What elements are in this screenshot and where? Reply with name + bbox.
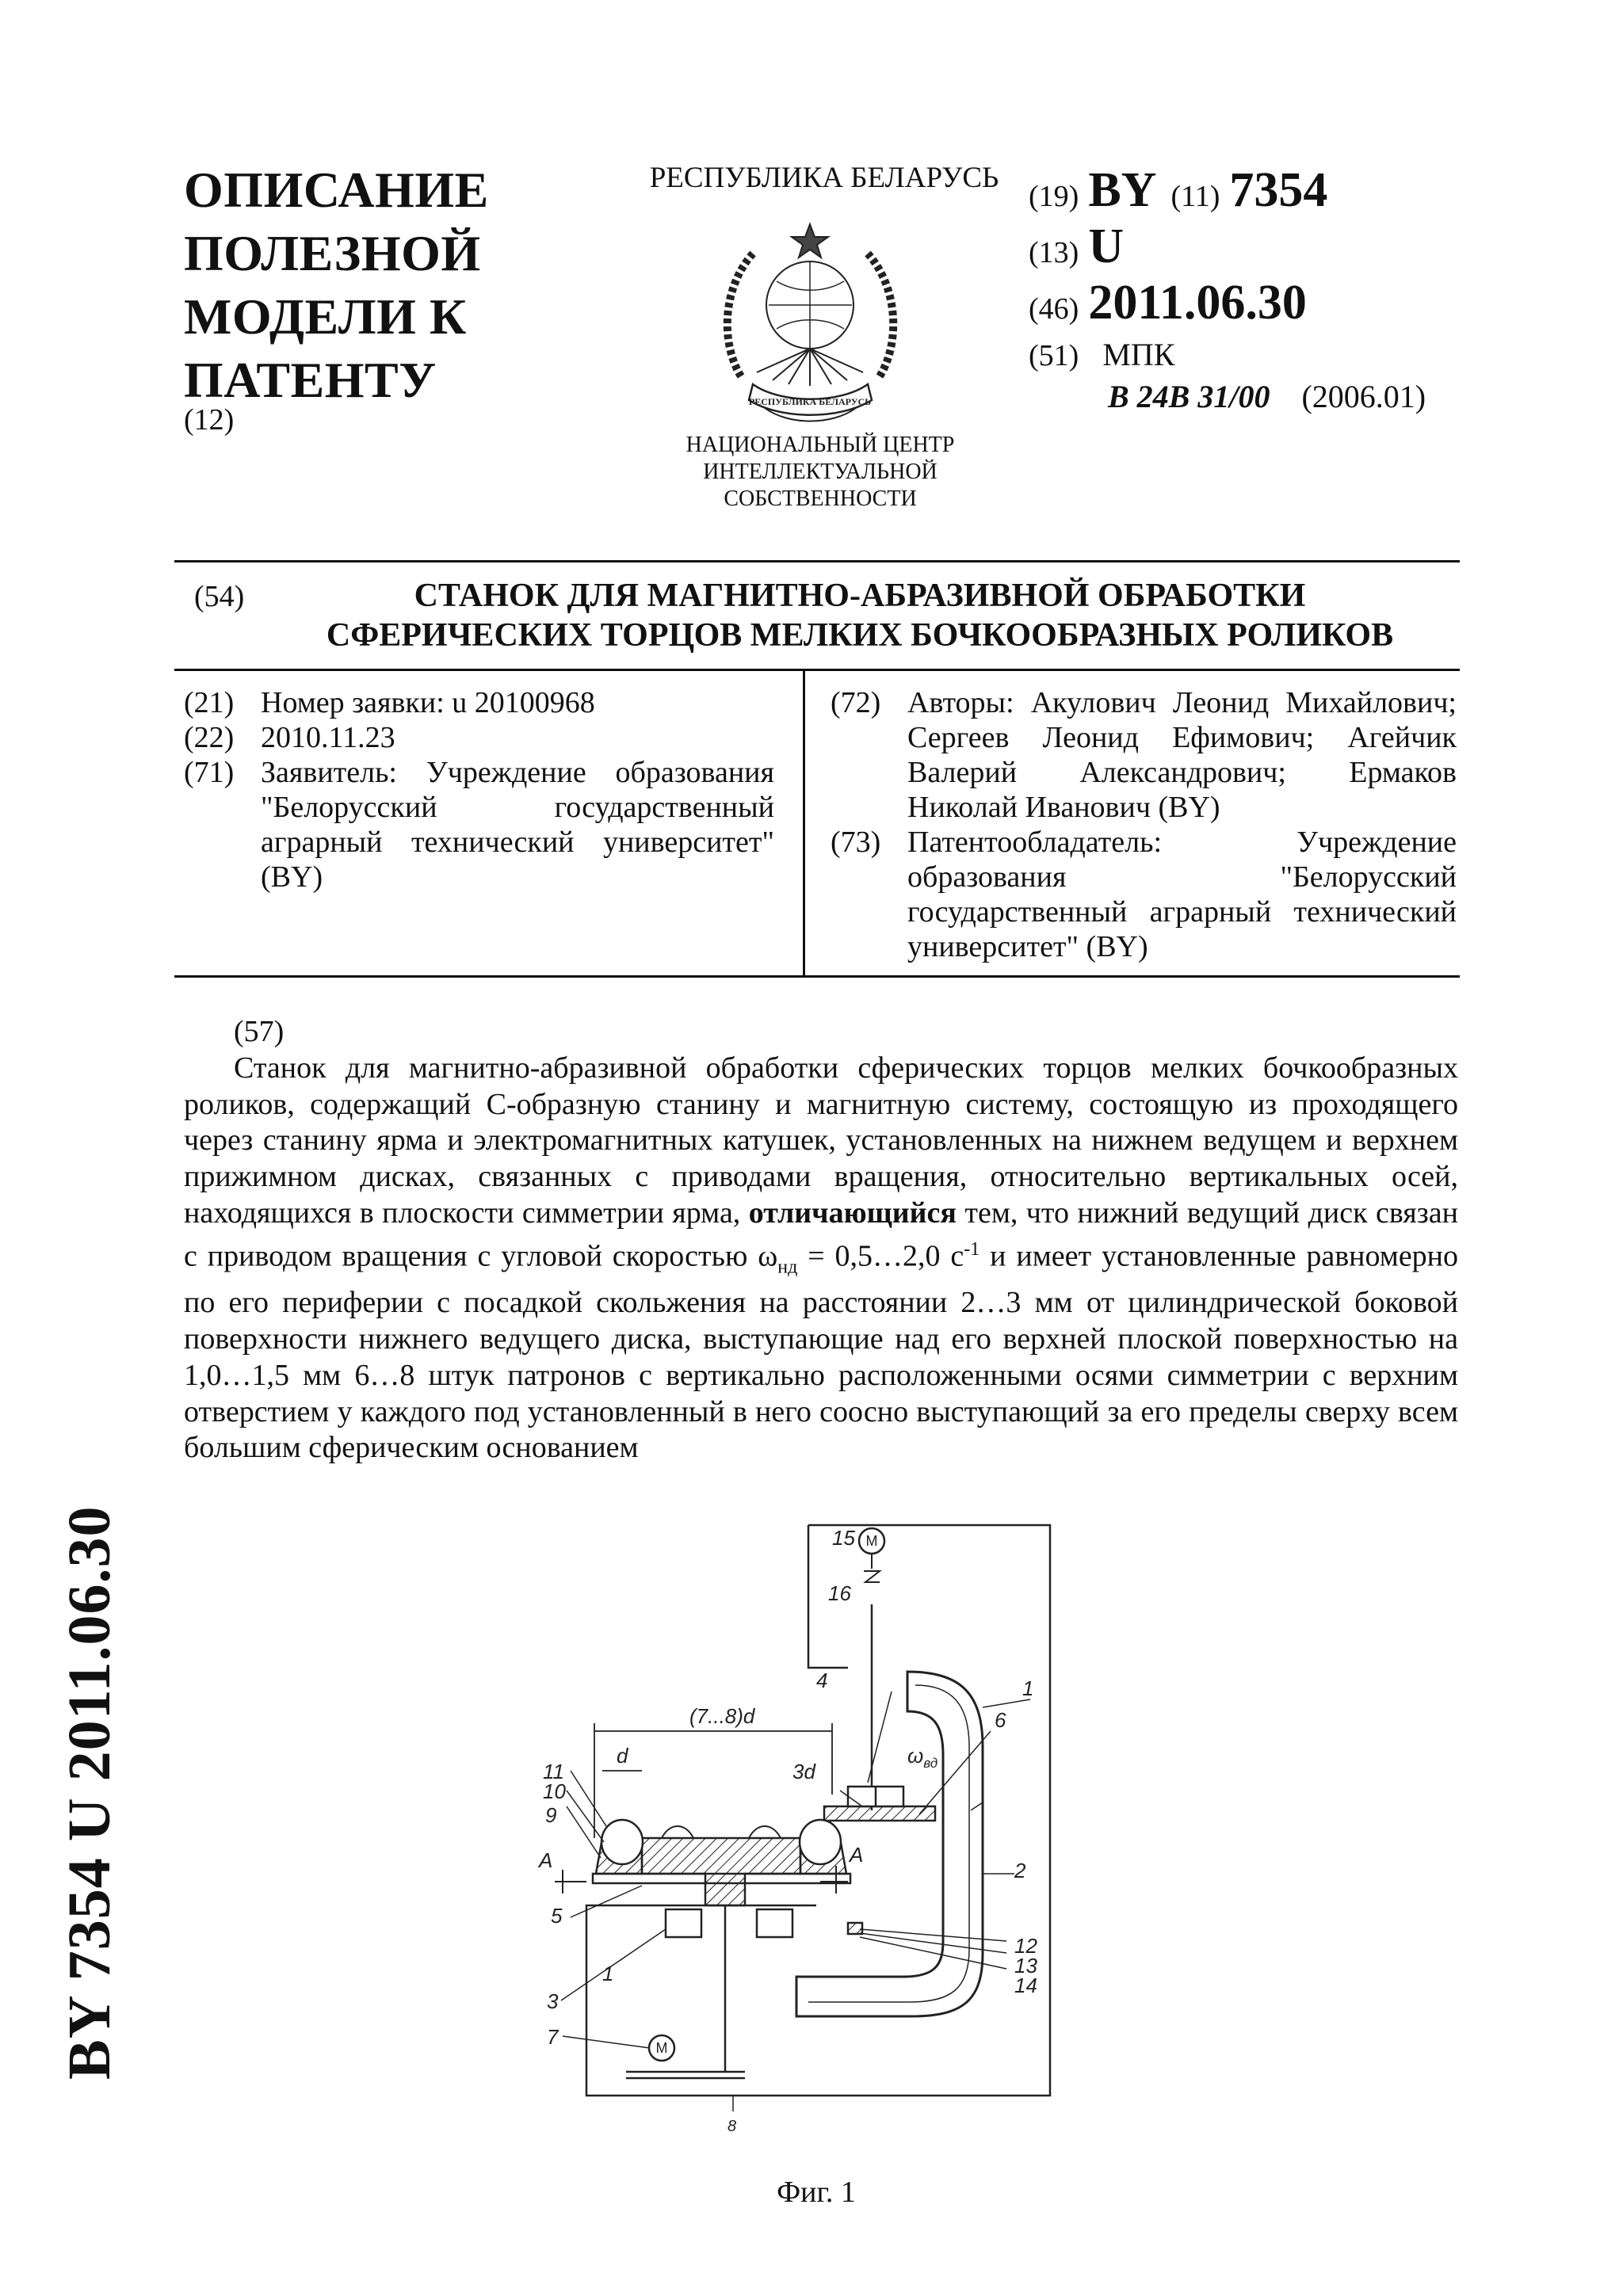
title-line-2: ПОЛЕЗНОЙ — [184, 225, 481, 281]
row-ipc-class — [1029, 378, 1472, 415]
wreath-right — [868, 254, 893, 376]
application-number: Номер заявки: u 20100968 — [261, 686, 595, 719]
title-line-3: МОДЕЛИ К — [184, 288, 467, 345]
leader-lines-right — [840, 1691, 1030, 1969]
field-71 — [184, 755, 774, 894]
filing-date: 2010.11.23 — [261, 721, 395, 754]
right-biblio-column — [831, 685, 1457, 964]
abstract-bold-term: отличающийся — [748, 1196, 957, 1230]
label-6: 6 — [995, 1708, 1006, 1732]
invention-title-line-1: СТАНОК ДЛЯ МАГНИТНО-АБРАЗИВНОЙ ОБРАБОТКИ — [414, 578, 1306, 614]
rule-mid — [174, 669, 1460, 671]
code-12: (12) — [184, 403, 235, 437]
side-document-label: BY 7354 U 2011.06.30 — [56, 1505, 123, 2080]
leader-lines-left — [561, 1771, 666, 2048]
state-emblem — [709, 218, 911, 432]
abstract-part-2: тем, что нижний ведущий диск связан с приводом вращения с угловой скоростью ω — [184, 1196, 1458, 1273]
motor-15-letter: M — [865, 1533, 878, 1549]
emblem-star — [792, 224, 828, 257]
code-46: (46) — [1029, 292, 1079, 326]
row-pub-date — [1029, 275, 1472, 331]
code-19: (19) — [1029, 180, 1079, 213]
patent-owner: Патентообладатель: Учреждение образования "Белорусский государственный аграрный технический университет" (BY) — [907, 826, 1457, 963]
center-name-line-2: ИНТЕЛЛЕКТУАЛЬНОЙ — [703, 460, 938, 484]
invention-title-line-2: СФЕРИЧЕСКИХ ТОРЦОВ МЕЛКИХ БОЧКООБРАЗНЫХ РОЛИКОВ — [326, 617, 1394, 654]
lower-coil-right — [757, 1909, 792, 1937]
label-15: 15 — [832, 1526, 855, 1550]
label-dim-d: d — [617, 1744, 628, 1768]
field-73 — [831, 825, 1457, 964]
row-ipc — [1029, 336, 1472, 373]
label-dim-3d: 3d — [792, 1760, 815, 1783]
document-title — [184, 158, 548, 412]
sensor — [848, 1923, 862, 1934]
country-code: BY — [1088, 163, 1157, 217]
authors: Авторы: Акулович Леонид Михайлович; Сергеев Леонид Ефимович; Агейчик Валерий Александрович; Ермаков Николай Иванович (BY) — [907, 686, 1457, 824]
code-73: (73) — [831, 826, 881, 859]
patent-number: 7354 — [1229, 163, 1328, 217]
abstract-part-1: Станок для магнитно-абразивной обработки сферических торцов мелких бочкообразных роликов, содержащий С-образную станину и магнитную систему, состоящую из проходящего через станину ярма и электромагнитных катушек, установленных на нижнем ведущем и верхнем прижимном дисках, связанных с приводами вращения, относительно вертикальных осей, находящихся в плоскости симметрии ярма, — [184, 1051, 1458, 1230]
ipc-version: (2006.01) — [1301, 379, 1426, 414]
label-3: 3 — [547, 1989, 559, 2013]
code-13: (13) — [1029, 236, 1079, 269]
abstract-text — [184, 1051, 1458, 1466]
center-name-line-1: НАЦИОНАЛЬНЫЙ ЦЕНТР — [685, 433, 955, 457]
applicant: Заявитель: Учреждение образования "Белорусский государственный аграрный технический университет" (BY) — [261, 756, 774, 894]
label-4: 4 — [816, 1669, 828, 1692]
label-10: 10 — [543, 1779, 566, 1803]
publication-date: 2011.06.30 — [1088, 276, 1307, 330]
label-16: 16 — [828, 1581, 851, 1605]
unit-superscript: -1 — [964, 1238, 980, 1260]
kind-code: U — [1088, 219, 1125, 273]
label-5: 5 — [551, 1904, 563, 1928]
code-57: (57) — [234, 1015, 285, 1048]
row-country-number — [1029, 162, 1472, 219]
code-54: (54) — [194, 580, 245, 613]
label-1-top: 1 — [1022, 1676, 1034, 1700]
rule-bottom — [174, 975, 1460, 978]
code-51: (51) — [1029, 339, 1079, 372]
republic-name: РЕСПУБЛИКА БЕЛАРУСЬ — [649, 162, 999, 194]
omega-subscript: нд — [777, 1256, 798, 1277]
roller-left — [601, 1820, 643, 1864]
field-22 — [184, 720, 774, 755]
rule-top — [174, 560, 1460, 563]
title-line-4: ПАТЕНТУ — [184, 352, 437, 408]
label-7: 7 — [547, 2025, 559, 2049]
label-9: 9 — [545, 1803, 557, 1827]
code-22: (22) — [184, 721, 235, 754]
national-center-name — [634, 432, 1006, 513]
belt-drive — [626, 2072, 745, 2078]
label-12: 12 — [1014, 1934, 1037, 1958]
label-section-a-left: A — [539, 1848, 553, 1872]
lower-coil-left — [666, 1909, 701, 1937]
invention-title — [262, 576, 1458, 655]
ipc-class: B 24B 31/00 — [1108, 379, 1270, 414]
roller-right — [800, 1820, 841, 1864]
bibliographic-data — [1029, 162, 1472, 415]
label-1-bottom: 1 — [602, 1962, 614, 1985]
label-14: 14 — [1014, 1974, 1037, 1997]
title-line-1: ОПИСАНИЕ — [184, 162, 489, 218]
label-11: 11 — [543, 1760, 564, 1783]
center-name-line-3: СОБСТВЕННОСТИ — [724, 486, 917, 511]
field-21 — [184, 685, 774, 720]
frame-outline — [586, 1525, 1050, 2096]
left-biblio-column — [184, 685, 774, 894]
code-11: (11) — [1170, 180, 1220, 213]
abstract-part-3: = 0,5…2,0 c — [808, 1239, 964, 1273]
code-72: (72) — [831, 686, 881, 719]
lower-disk — [642, 1838, 800, 1905]
label-dim-top: (7...8)d — [689, 1704, 755, 1728]
column-divider — [803, 669, 805, 978]
emblem-text: РЕСПУБЛИКА БЕЛАРУСЬ — [748, 396, 872, 407]
label-13: 13 — [1014, 1954, 1037, 1978]
code-21: (21) — [184, 686, 235, 719]
figure-caption: Фиг. 1 — [777, 2176, 856, 2209]
wreath-left — [727, 254, 753, 376]
label-section-a-right: A — [850, 1843, 864, 1867]
label-omega: $\omega_{вд}$ — [907, 1744, 938, 1771]
figure-1-drawing — [507, 1509, 1078, 2151]
ipc-label: МПК — [1102, 337, 1175, 372]
upper-disk — [824, 1806, 935, 1821]
abstract-part-4: и имеет установленные равномерно по его периферии с посадкой скольжения на расстоянии 2…3 мм от цилиндрической боковой поверхности нижнего ведущего диска, выступающие над его верхней плоской поверхностью на 1,0…1,5 мм 6…8 штук патронов с вертикально расположенными осями симметрии с верхним отверстием у каждого под установленный в него соосно выступающий за его пределы сверху всем большим сферическим основанием — [184, 1239, 1459, 1465]
motor-7-letter: M — [655, 2040, 668, 2056]
code-71: (71) — [184, 756, 235, 789]
field-72 — [831, 685, 1457, 825]
label-2: 2 — [1014, 1859, 1026, 1882]
row-kind — [1029, 219, 1472, 275]
label-8: 8 — [727, 2118, 737, 2135]
